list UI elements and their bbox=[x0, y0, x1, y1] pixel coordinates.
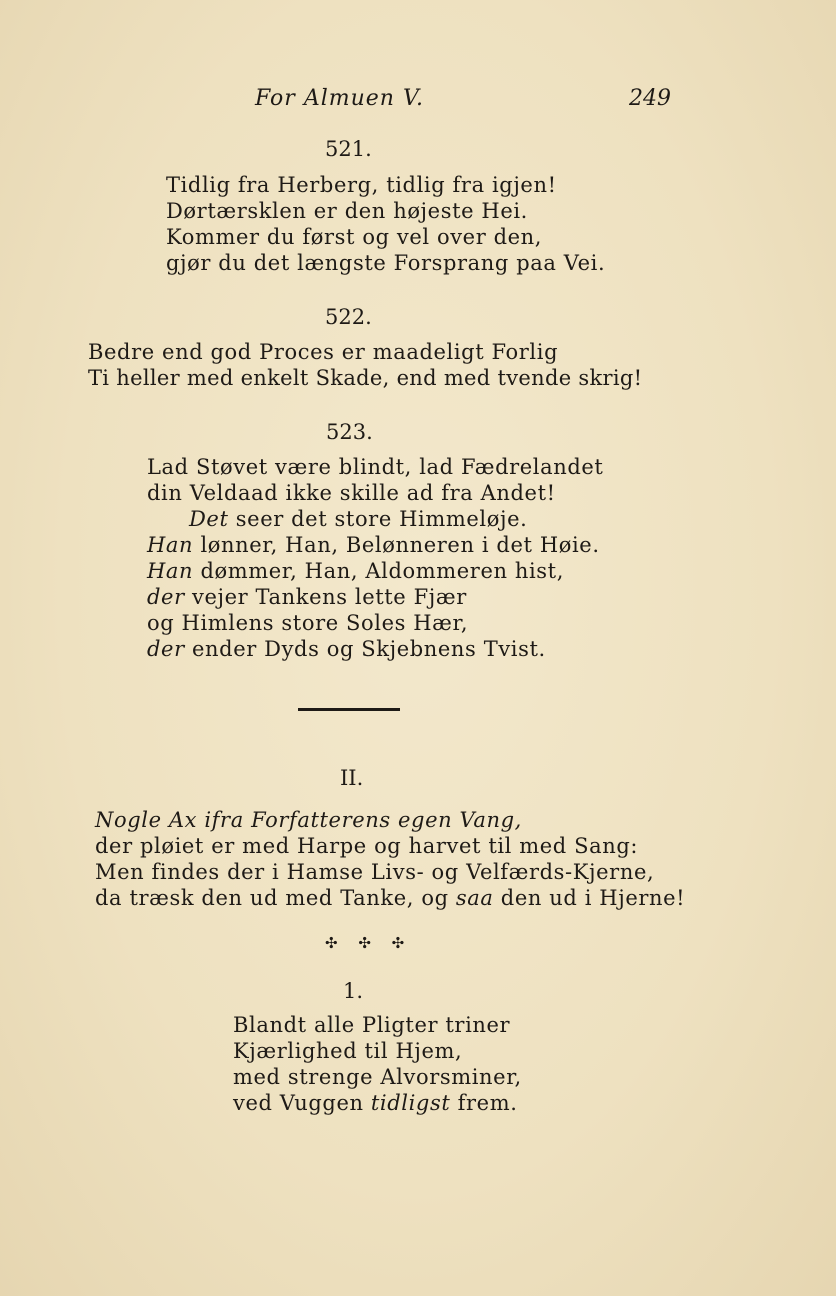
line-text: vejer Tankens lette Fjær bbox=[184, 585, 467, 609]
poem-line: Blandt alle Pligter triner bbox=[233, 1013, 511, 1037]
emphasis: saa bbox=[455, 886, 494, 910]
poem-line: gjør du det længste Forsprang paa Vei. bbox=[166, 251, 606, 275]
poem-number-523: 523. bbox=[326, 420, 373, 444]
poem-line: Kjærlighed til Hjem, bbox=[233, 1039, 463, 1063]
line-text: lønner, Han, Belønneren i det Høie. bbox=[193, 533, 600, 557]
line-text: den ud i Hjerne! bbox=[493, 886, 686, 910]
emphasis: tidligst bbox=[370, 1091, 451, 1115]
poem-line: Bedre end god Proces er maadeligt Forlig bbox=[88, 340, 559, 364]
line-text: ender Dyds og Skjebnens Tvist. bbox=[184, 637, 546, 661]
poem-line bbox=[147, 585, 467, 609]
poem-line: Tidlig fra Herberg, tidlig fra igjen! bbox=[166, 173, 557, 197]
poem-line: Ti heller med enkelt Skade, end med tvende skrig! bbox=[88, 366, 643, 390]
intro-line bbox=[95, 886, 685, 910]
emphasis: Han bbox=[147, 533, 194, 557]
emphasis: der bbox=[147, 585, 185, 609]
emphasis: Han bbox=[147, 559, 194, 583]
section-numeral: II. bbox=[340, 766, 364, 790]
poem-line bbox=[189, 507, 527, 531]
page-number: 249 bbox=[629, 86, 671, 111]
poem-line bbox=[147, 533, 600, 557]
poem-number-522: 522. bbox=[325, 305, 372, 329]
poem-number-1: 1. bbox=[343, 979, 364, 1003]
poem-line: og Himlens store Soles Hær, bbox=[147, 611, 469, 635]
line-text: dømmer, Han, Aldommeren hist, bbox=[193, 559, 564, 583]
poem-number-521: 521. bbox=[325, 137, 372, 161]
line-text: da træsk den ud med Tanke, og bbox=[95, 886, 456, 910]
poem-line bbox=[233, 1091, 517, 1115]
poem-line: med strenge Alvorsminer, bbox=[233, 1065, 522, 1089]
intro-line: Men findes der i Hamse Livs- og Velfærds-Kjerne, bbox=[95, 860, 655, 884]
emphasis: der bbox=[147, 637, 185, 661]
poem-line: din Veldaad ikke skille ad fra Andet! bbox=[147, 481, 556, 505]
line-text: frem. bbox=[450, 1091, 518, 1115]
poem-line: Kommer du først og vel over den, bbox=[166, 225, 543, 249]
line-text: seer det store Himmeløje. bbox=[228, 507, 528, 531]
poem-line bbox=[147, 559, 564, 583]
running-title: For Almuen V. bbox=[255, 86, 424, 111]
poem-line: Lad Støvet være blindt, lad Fædrelandet bbox=[147, 455, 604, 479]
ornament-icon: ✣ ✣ ✣ bbox=[325, 934, 413, 952]
intro-line: Nogle Ax ifra Forfatterens egen Vang, bbox=[95, 808, 522, 832]
line-text: ved Vuggen bbox=[233, 1091, 371, 1115]
intro-line: der pløiet er med Harpe og harvet til med Sang: bbox=[95, 834, 639, 858]
section-divider bbox=[298, 708, 400, 711]
poem-line bbox=[147, 637, 546, 661]
emphasis: Det bbox=[189, 507, 229, 531]
poem-line: Dørtærsklen er den højeste Hei. bbox=[166, 199, 528, 223]
